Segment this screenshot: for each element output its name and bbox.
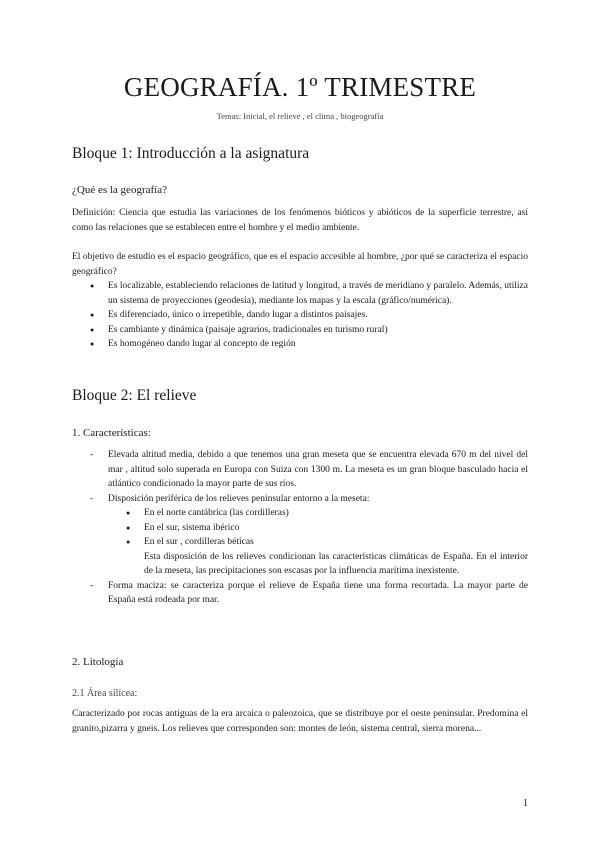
geographic-space-list (108, 279, 528, 352)
bloque2-heading: Bloque 2: El relieve (72, 387, 197, 404)
sub-list-item: ● En el sur , cordilleras béticas (144, 535, 528, 550)
list-item: ● Es localizable, estableciendo relaciones de latitud y longitud, a través de meridiano y paralelo. Además, utiliza un sistema de proyecciones (geodesia), mediante los mapas y la escala (gráfico/numérica). (108, 279, 528, 308)
page-number: 1 (523, 798, 528, 809)
list-item: ● Es homogéneo dando lugar al concepto de región (108, 337, 528, 352)
caracteristicas-heading: 1. Características: (72, 427, 151, 439)
area-silicea-heading: 2.1 Área silícea: (72, 688, 138, 699)
relief-note: Esta disposición de los relieves condicionan las características climáticas de España. En el interior de la meseta, las precipitaciones son escasas por la influencia marítima inexistente. (144, 551, 528, 576)
list-item (108, 492, 528, 579)
sub-list (108, 506, 528, 550)
caracteristicas-list (108, 448, 528, 608)
area-silicea-paragraph: Caracterizado por rocas antiguas de la era arcaica o paleozoica, que se distribuye por el oeste peninsular. Predomina el granito,pizarra y gneis. Los relieves que corresponden son: montes de león, sistema central, sierra morena... (72, 709, 528, 734)
document-title: GEOGRAFÍA. 1º TRIMESTRE (123, 72, 477, 102)
list-item: ● Es diferenciado, único o irrepetible, dando lugar a distintos paisajes. (108, 308, 528, 323)
list-item: - Elevada altitud media, debido a que tenemos una gran meseta que se encuentra elevada 670 m del nivel del mar , altitud solo superada en Europa con Suiza con 1300 m. La meseta es un gran bloque basculado hacia el atlántico condicionado la mayor parte de sus ríos. (108, 448, 528, 492)
sub-list-item: ● En el sur, sistema ibérico (144, 521, 528, 536)
document-subtitle: Temas: Inicial, el relieve , el clima , biogeografía (216, 111, 384, 121)
bloque1-heading: Bloque 1: Introducción a la asignatura (72, 145, 310, 162)
litologia-heading: 2. Litología (72, 656, 124, 668)
definition-paragraph: Definición: Ciencia que estudia las variaciones de los fenómenos bióticos y abióticos de la superficie terrestre, así como las relaciones que se establecen entre el hombre y el medio ambiente. (72, 208, 528, 233)
sub-list-item: ● En el norte cantábrica (las cordilleras) (144, 506, 528, 521)
list-item: ● Es cambiante y dinámica (paisaje agrarios, tradicionales en turismo rural) (108, 323, 528, 338)
objective-paragraph: El objetivo de estudio es el espacio geográfico, que es el espacio accesible al hombre, ¿por qué se caracteriza el espacio geográfico? (72, 252, 528, 277)
question-heading: ¿Qué es la geografía? (72, 184, 167, 196)
list-item: - Forma maciza: se caracteriza porque el relieve de España tiene una forma recortada. La mayor parte de España está rodeada por mar. (108, 579, 528, 608)
list-item-text: Disposición periférica de los relieves peninsular entorno a la meseta: (108, 493, 370, 504)
